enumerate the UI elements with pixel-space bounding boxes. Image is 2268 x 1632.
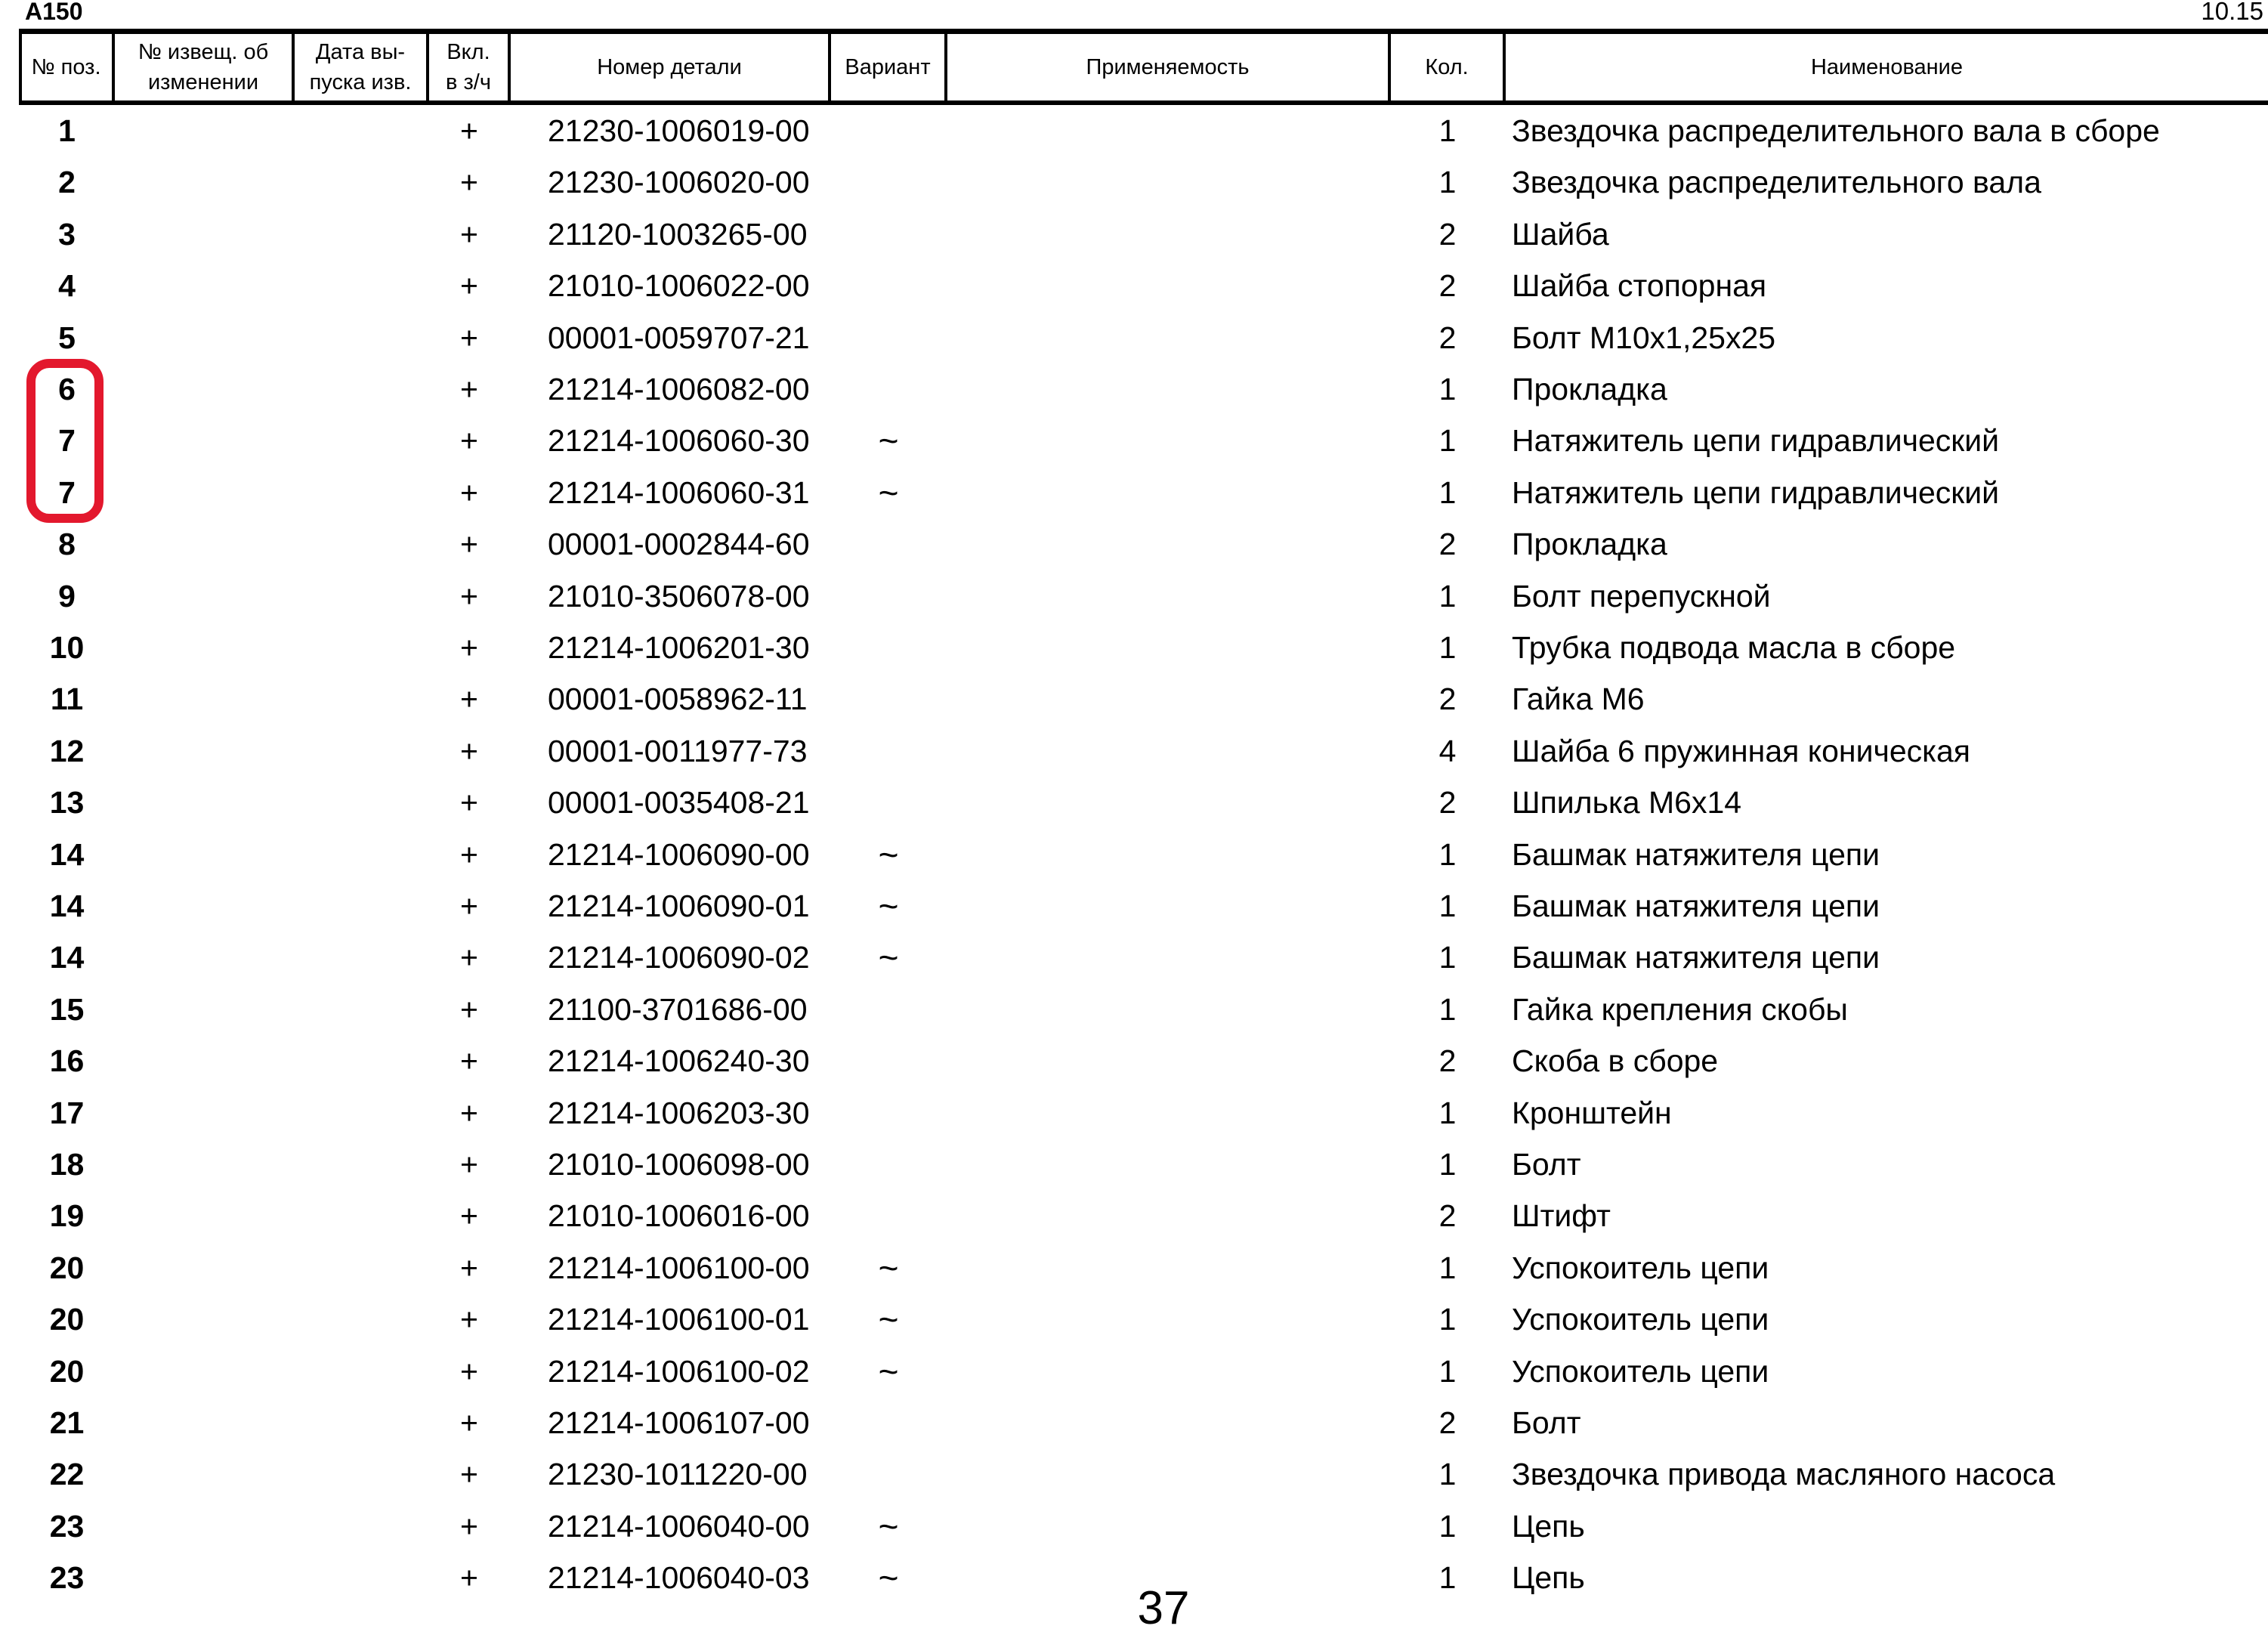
included-cell: + <box>460 733 478 768</box>
name-cell: Натяжитель цепи гидравлический <box>1512 474 2000 510</box>
qty-cell: 2 <box>1438 1405 1457 1440</box>
page-number: 37 <box>1137 1582 1190 1632</box>
variant-cell: ~ <box>878 834 899 874</box>
name-cell: Цепь <box>1512 1560 1585 1596</box>
included-cell: + <box>460 578 478 614</box>
part-number-cell: 21010-1006022-00 <box>548 268 810 304</box>
part-number-cell: 21214-1006060-30 <box>548 423 810 459</box>
part-number-cell: 00001-0002844-60 <box>548 527 810 562</box>
applicability-cell <box>947 415 1389 466</box>
header-qty-line1: Кол. <box>1425 55 1469 79</box>
header-name <box>1506 34 2268 100</box>
pos-cell: 16 <box>49 1043 85 1079</box>
name-cell: Трубка подвода масла в сборе <box>1512 630 1956 665</box>
included-cell: + <box>460 1353 478 1389</box>
table-row <box>0 932 2268 983</box>
header-applicability <box>947 34 1388 100</box>
part-number-cell: 21214-1006201-30 <box>548 630 810 665</box>
applicability-cell <box>947 260 1389 311</box>
included-cell: + <box>460 836 478 872</box>
variant-cell: ~ <box>878 1247 899 1287</box>
applicability-cell <box>947 777 1389 828</box>
name-cell: Звездочка распределительного вала <box>1512 165 2041 200</box>
applicability-cell <box>947 932 1389 983</box>
included-cell: + <box>460 991 478 1027</box>
included-cell: + <box>460 372 478 406</box>
qty-cell: 1 <box>1438 889 1457 923</box>
name-cell: Звездочка распределительного вала в сборе <box>1512 113 2160 148</box>
pos-cell: 6 <box>58 372 76 406</box>
included-cell: + <box>460 474 478 510</box>
table-row <box>0 518 2268 570</box>
variant-cell <box>831 105 946 156</box>
qty-cell: 2 <box>1438 527 1457 562</box>
table-row <box>0 312 2268 363</box>
variant-cell: ~ <box>878 472 899 512</box>
name-cell: Башмак натяжителя цепи <box>1512 836 1880 872</box>
applicability-cell <box>947 673 1389 725</box>
variant-cell <box>831 209 946 260</box>
header-pos-line1: № поз. <box>31 55 101 79</box>
table-row <box>0 105 2268 156</box>
variant-cell <box>831 673 946 725</box>
table-row <box>0 984 2268 1035</box>
variant-cell <box>831 156 946 208</box>
table-row <box>0 1035 2268 1086</box>
qty-cell: 1 <box>1438 1147 1457 1182</box>
name-cell: Скоба в сборе <box>1512 1043 1719 1079</box>
applicability-cell <box>947 984 1389 1035</box>
part-number-cell: 21214-1006203-30 <box>548 1095 810 1130</box>
part-number-cell: 21214-1006090-02 <box>548 940 810 975</box>
header-change-notice-line1: № извещ. об <box>138 40 269 64</box>
qty-cell: 1 <box>1438 1353 1457 1389</box>
header-pos <box>20 34 112 100</box>
variant-cell <box>831 260 946 311</box>
pos-cell: 20 <box>49 1250 85 1285</box>
name-cell: Звездочка привода масляного насоса <box>1512 1457 2056 1492</box>
included-cell: + <box>460 1095 478 1130</box>
included-cell: + <box>460 320 478 355</box>
table-row <box>0 725 2268 777</box>
pos-cell: 2 <box>58 165 76 200</box>
table-row <box>0 1242 2268 1294</box>
variant-cell <box>831 725 946 777</box>
table-row <box>0 1501 2268 1552</box>
part-number-cell: 21230-1006019-00 <box>548 113 810 148</box>
variant-cell <box>831 622 946 673</box>
qty-cell: 2 <box>1438 216 1457 252</box>
variant-cell <box>831 1397 946 1448</box>
header-change-notice-line2: изменении <box>147 70 259 94</box>
variant-cell <box>831 312 946 363</box>
applicability-cell <box>947 1190 1389 1241</box>
table-row <box>0 1139 2268 1190</box>
header-variant <box>831 34 944 100</box>
part-number-cell: 21214-1006090-01 <box>548 889 810 923</box>
name-cell: Успокоитель цепи <box>1512 1250 1769 1285</box>
variant-cell <box>831 1190 946 1241</box>
included-cell: + <box>460 268 478 304</box>
included-cell: + <box>460 630 478 665</box>
qty-cell: 1 <box>1438 1302 1457 1337</box>
included-cell: + <box>460 682 478 717</box>
table-row <box>0 467 2268 518</box>
name-cell: Успокоитель цепи <box>1512 1353 1769 1389</box>
qty-cell: 1 <box>1438 165 1457 200</box>
applicability-cell <box>947 105 1389 156</box>
part-number-cell: 21214-1006100-02 <box>548 1353 810 1389</box>
included-cell: + <box>460 1043 478 1079</box>
table-row <box>0 880 2268 932</box>
pos-cell: 15 <box>49 991 85 1027</box>
table-row <box>0 673 2268 725</box>
variant-cell: ~ <box>878 421 899 461</box>
included-cell: + <box>460 1302 478 1337</box>
qty-cell: 1 <box>1438 1250 1457 1285</box>
qty-cell: 1 <box>1438 991 1457 1027</box>
header-included <box>429 34 508 100</box>
pos-cell: 20 <box>49 1302 85 1337</box>
applicability-cell <box>947 467 1389 518</box>
pos-cell: 9 <box>58 578 76 614</box>
part-number-cell: 21214-1006060-31 <box>548 474 810 510</box>
pos-cell: 4 <box>58 268 76 304</box>
included-cell: + <box>460 216 478 252</box>
name-cell: Болт М10х1,25х25 <box>1512 320 1776 355</box>
applicability-cell <box>947 1294 1389 1345</box>
header-variant-line1: Вариант <box>845 55 931 79</box>
table-row <box>0 1397 2268 1448</box>
table-row <box>0 260 2268 311</box>
included-cell: + <box>460 113 478 148</box>
name-cell: Башмак натяжителя цепи <box>1512 940 1880 975</box>
qty-cell: 1 <box>1438 372 1457 406</box>
part-number-cell: 21214-1006082-00 <box>548 372 810 406</box>
name-cell: Болт <box>1512 1405 1581 1440</box>
part-number-cell: 21120-1003265-00 <box>548 216 808 252</box>
variant-cell <box>831 984 946 1035</box>
qty-cell: 2 <box>1438 268 1457 304</box>
pos-cell: 23 <box>49 1560 85 1596</box>
variant-cell <box>831 1448 946 1500</box>
part-number-cell: 21214-1006040-03 <box>548 1560 810 1596</box>
table-row <box>0 777 2268 828</box>
header-part-number <box>511 34 828 100</box>
part-number-cell: 00001-0035408-21 <box>548 785 810 821</box>
pos-cell: 17 <box>49 1095 85 1130</box>
header-part-number-line1: Номер детали <box>597 55 742 79</box>
name-cell: Гайка М6 <box>1512 682 1645 717</box>
part-number-cell: 21230-1006020-00 <box>548 165 810 200</box>
part-number-cell: 21230-1011220-00 <box>548 1457 808 1492</box>
qty-cell: 2 <box>1438 682 1457 717</box>
name-cell: Прокладка <box>1512 527 1667 562</box>
pos-cell: 14 <box>49 889 85 923</box>
qty-cell: 1 <box>1438 1560 1457 1596</box>
qty-cell: 2 <box>1438 1198 1457 1234</box>
pos-cell: 3 <box>58 216 76 252</box>
table-row <box>0 156 2268 208</box>
qty-cell: 1 <box>1438 836 1457 872</box>
pos-cell: 22 <box>49 1457 85 1492</box>
applicability-cell <box>947 622 1389 673</box>
pos-cell: 1 <box>58 113 76 148</box>
name-cell: Прокладка <box>1512 372 1667 406</box>
name-cell: Башмак натяжителя цепи <box>1512 889 1880 923</box>
applicability-cell <box>947 1501 1389 1552</box>
pos-cell: 11 <box>50 682 84 717</box>
section-code: 10.15 <box>2201 0 2263 25</box>
name-cell: Шайба 6 пружинная коническая <box>1512 733 1970 768</box>
table-row <box>0 1087 2268 1139</box>
header-applicability-line1: Применяемость <box>1086 55 1250 79</box>
qty-cell: 1 <box>1438 578 1457 614</box>
pos-cell: 14 <box>49 836 85 872</box>
part-number-cell: 00001-0011977-73 <box>548 733 808 768</box>
table-row <box>0 829 2268 880</box>
pos-cell: 10 <box>49 630 85 665</box>
part-number-cell: 21214-1006090-00 <box>548 836 810 872</box>
header-notice-date-line1: Дата вы- <box>315 40 406 64</box>
header-included-line1: Вкл. <box>446 40 490 64</box>
included-cell: + <box>460 1457 478 1492</box>
variant-cell: ~ <box>878 886 899 926</box>
table-row <box>0 1346 2268 1397</box>
applicability-cell <box>947 1139 1389 1190</box>
part-number-cell: 21010-1006016-00 <box>548 1198 810 1234</box>
variant-cell: ~ <box>878 1351 899 1391</box>
part-number-cell: 21010-1006098-00 <box>548 1147 810 1182</box>
variant-cell: ~ <box>878 938 899 978</box>
applicability-cell <box>947 209 1389 260</box>
variant-cell: ~ <box>878 1558 899 1598</box>
pos-cell: 8 <box>58 527 76 562</box>
variant-cell <box>831 1035 946 1086</box>
pos-cell: 23 <box>49 1508 85 1544</box>
name-cell: Цепь <box>1512 1508 1585 1544</box>
name-cell: Шпилька М6х14 <box>1512 785 1742 821</box>
pos-cell: 20 <box>49 1353 85 1389</box>
qty-cell: 1 <box>1438 423 1457 459</box>
applicability-cell <box>947 829 1389 880</box>
included-cell: + <box>460 889 478 923</box>
applicability-cell <box>947 1087 1389 1139</box>
doc-code: A150 <box>25 0 83 25</box>
name-cell: Шайба стопорная <box>1512 268 1767 304</box>
table-row <box>0 209 2268 260</box>
part-number-cell: 21214-1006107-00 <box>548 1405 810 1440</box>
qty-cell: 1 <box>1438 940 1457 975</box>
header-name-line1: Наименование <box>1810 55 1964 79</box>
included-cell: + <box>460 1560 478 1596</box>
applicability-cell <box>947 1346 1389 1397</box>
variant-cell: ~ <box>878 1506 899 1546</box>
name-cell: Натяжитель цепи гидравлический <box>1512 423 2000 459</box>
included-cell: + <box>460 1508 478 1544</box>
name-cell: Успокоитель цепи <box>1512 1302 1769 1337</box>
part-number-cell: 21214-1006040-00 <box>548 1508 810 1544</box>
part-number-cell: 21214-1006100-00 <box>548 1250 810 1285</box>
name-cell: Болт <box>1512 1147 1581 1182</box>
header-qty <box>1391 34 1503 100</box>
variant-cell <box>831 570 946 622</box>
table-top-border <box>20 29 2268 34</box>
variant-cell: ~ <box>878 1300 899 1340</box>
table-row <box>0 415 2268 466</box>
applicability-cell <box>947 1397 1389 1448</box>
pos-cell: 19 <box>49 1198 85 1234</box>
qty-cell: 1 <box>1438 630 1457 665</box>
pos-cell: 14 <box>49 940 85 975</box>
variant-cell <box>831 777 946 828</box>
qty-cell: 1 <box>1438 113 1457 148</box>
included-cell: + <box>460 1250 478 1285</box>
applicability-cell <box>947 156 1389 208</box>
header-notice-date <box>295 34 426 100</box>
applicability-cell <box>947 570 1389 622</box>
table-row <box>0 1294 2268 1345</box>
variant-cell <box>831 1087 946 1139</box>
included-cell: + <box>460 1198 478 1234</box>
qty-cell: 1 <box>1438 474 1457 510</box>
table-row <box>0 570 2268 622</box>
pos-cell: 18 <box>49 1147 85 1182</box>
part-number-cell: 00001-0058962-11 <box>548 682 808 717</box>
part-number-cell: 21100-3701686-00 <box>548 991 808 1027</box>
name-cell: Гайка крепления скобы <box>1512 991 1848 1027</box>
qty-cell: 4 <box>1438 733 1457 768</box>
included-cell: + <box>460 165 478 200</box>
name-cell: Шайба <box>1512 216 1609 252</box>
included-cell: + <box>460 1405 478 1440</box>
name-cell: Штифт <box>1512 1198 1611 1234</box>
name-cell: Болт перепускной <box>1512 578 1771 614</box>
included-cell: + <box>460 423 478 459</box>
applicability-cell <box>947 1448 1389 1500</box>
included-cell: + <box>460 527 478 562</box>
qty-cell: 1 <box>1438 1508 1457 1544</box>
table-row <box>0 622 2268 673</box>
highlight-box <box>26 359 104 523</box>
applicability-cell <box>947 518 1389 570</box>
header-change-notice <box>115 34 292 100</box>
applicability-cell <box>947 312 1389 363</box>
qty-cell: 1 <box>1438 1457 1457 1492</box>
variant-cell <box>831 518 946 570</box>
name-cell: Кронштейн <box>1512 1095 1672 1130</box>
header-included-line2: в з/ч <box>446 70 491 94</box>
table-row <box>0 363 2268 415</box>
applicability-cell <box>947 725 1389 777</box>
header-notice-date-line2: пуска изв. <box>309 70 412 94</box>
included-cell: + <box>460 940 478 975</box>
applicability-cell <box>947 1035 1389 1086</box>
part-number-cell: 00001-0059707-21 <box>548 320 810 355</box>
table-row <box>0 1448 2268 1500</box>
pos-cell: 7 <box>58 474 76 510</box>
qty-cell: 2 <box>1438 320 1457 355</box>
variant-cell <box>831 363 946 415</box>
applicability-cell <box>947 363 1389 415</box>
qty-cell: 2 <box>1438 1043 1457 1079</box>
pos-cell: 13 <box>49 785 85 821</box>
included-cell: + <box>460 785 478 821</box>
qty-cell: 2 <box>1438 785 1457 821</box>
pos-cell: 21 <box>49 1405 85 1440</box>
table-row <box>0 1190 2268 1241</box>
part-number-cell: 21214-1006240-30 <box>548 1043 810 1079</box>
included-cell: + <box>460 1147 478 1182</box>
part-number-cell: 21214-1006100-01 <box>548 1302 810 1337</box>
applicability-cell <box>947 880 1389 932</box>
applicability-cell <box>947 1242 1389 1294</box>
qty-cell: 1 <box>1438 1095 1457 1130</box>
pos-cell: 7 <box>58 423 76 459</box>
pos-cell: 5 <box>58 320 76 355</box>
part-number-cell: 21010-3506078-00 <box>548 578 810 614</box>
pos-cell: 12 <box>49 733 85 768</box>
variant-cell <box>831 1139 946 1190</box>
